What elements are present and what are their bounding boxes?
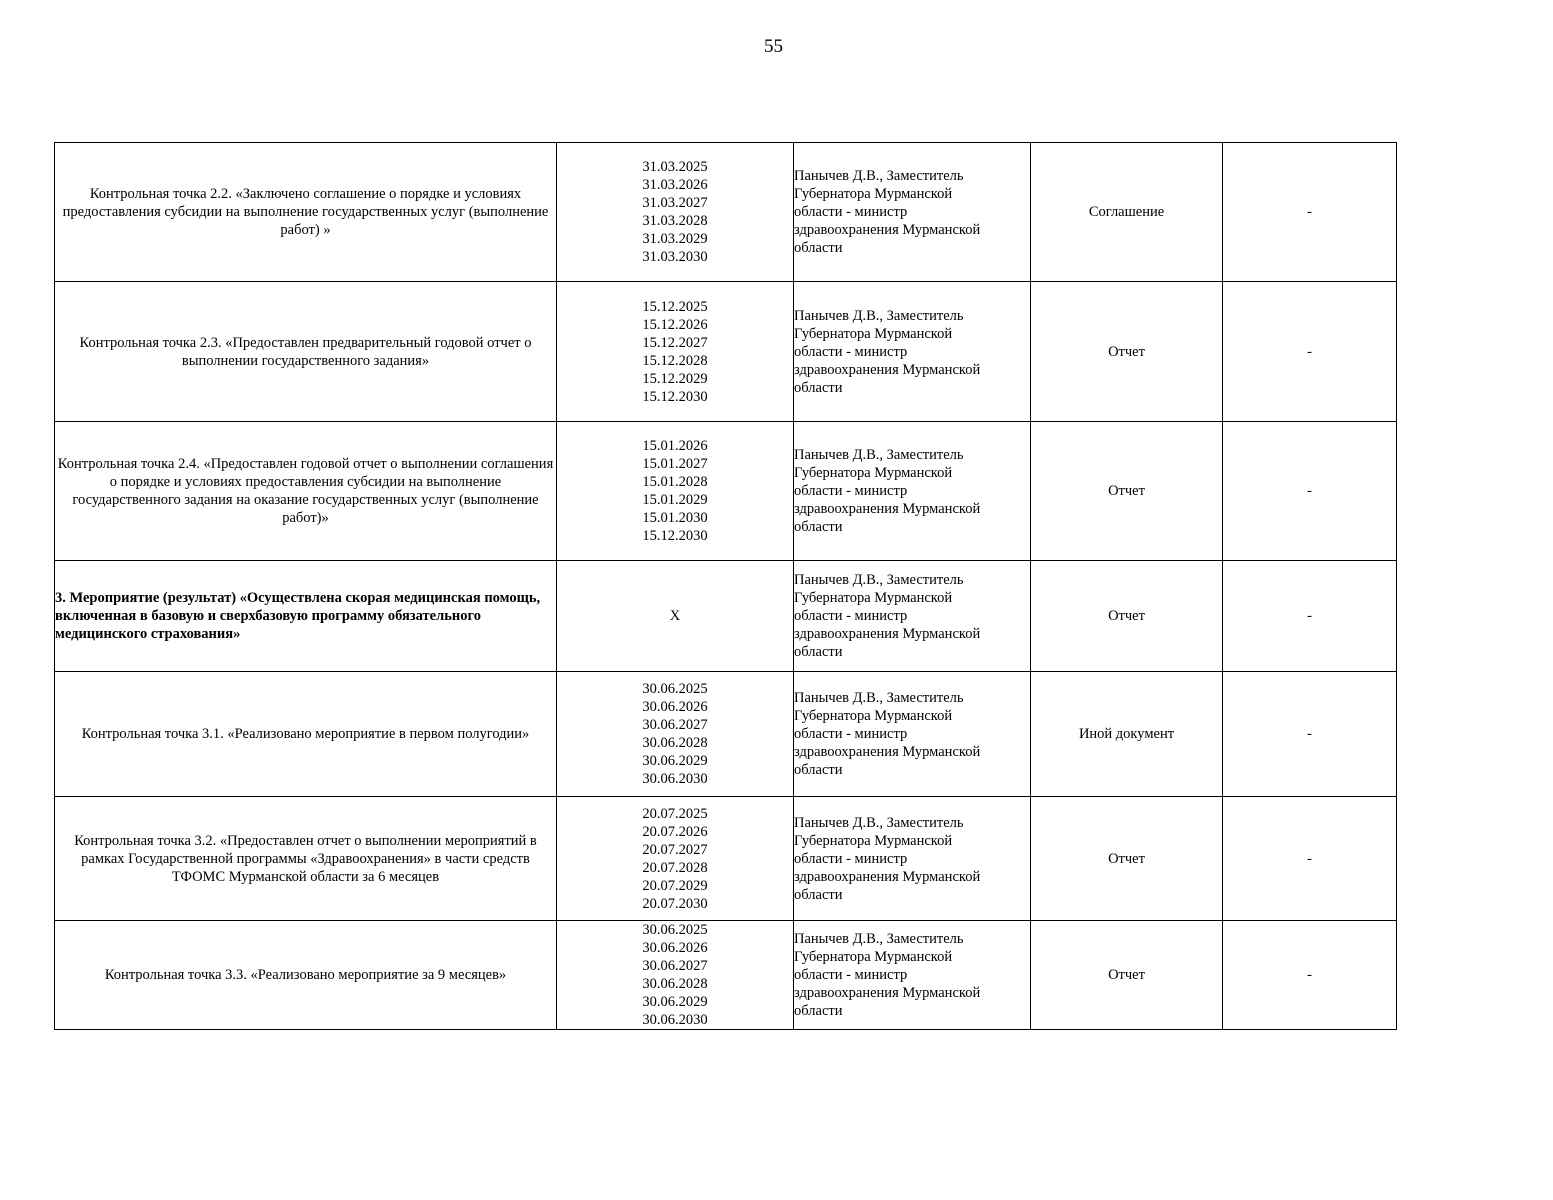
responsible-line: Губернатора Мурманской [794, 949, 953, 965]
row-note-cell: - [1223, 921, 1397, 1030]
responsible-line: Панычев Д.В., Заместитель [794, 447, 964, 463]
responsible-line: области - министр [794, 343, 908, 360]
responsible-line: области [794, 762, 843, 778]
row-responsible-cell [794, 561, 1031, 672]
table-row [55, 561, 1397, 672]
row-note-cell: - [1223, 797, 1397, 921]
date-value: 30.06.2027 [642, 958, 708, 974]
date-value: 30.06.2028 [642, 735, 708, 751]
responsible-line: Панычев Д.В., Заместитель [794, 814, 964, 831]
responsible-line: области [794, 886, 843, 903]
table-row [55, 143, 1397, 282]
row-note-cell: - [1223, 422, 1397, 561]
responsible-line: здравоохранения Мурманской [794, 501, 981, 517]
table-row [55, 797, 1397, 921]
row-name-cell: Контрольная точка 2.4. «Предоставлен годовой отчет о выполнении соглашения о порядке и условиях предоставления субсидии на выполнение государственного задания на оказание государственных услуг (выполнение работ)» [55, 422, 557, 561]
responsible-line: Панычев Д.В., Заместитель [794, 307, 964, 324]
responsible-line: здравоохранения Мурманской [794, 985, 981, 1001]
responsible-line: Губернатора Мурманской [794, 325, 953, 342]
responsible-line: области [794, 379, 843, 396]
date-value: 15.12.2027 [642, 334, 708, 351]
date-value: 31.03.2026 [642, 177, 708, 193]
row-note-cell: - [1223, 672, 1397, 797]
responsible-line: Губернатора Мурманской [794, 465, 953, 481]
responsible-line: области - министр [794, 967, 908, 983]
responsible-line: Губернатора Мурманской [794, 186, 953, 202]
responsible-line: области - министр [794, 204, 908, 220]
date-value: 20.07.2026 [642, 823, 708, 840]
row-responsible-cell [794, 143, 1031, 282]
table-row [55, 672, 1397, 797]
table-row [55, 282, 1397, 422]
date-value: 31.03.2028 [642, 213, 708, 229]
row-dates-cell [557, 797, 794, 921]
responsible-line: здравоохранения Мурманской [794, 361, 981, 378]
row-name-cell: Контрольная точка 3.3. «Реализовано мероприятие за 9 месяцев» [55, 921, 557, 1030]
date-value: 15.12.2025 [642, 298, 708, 315]
row-dates-cell [557, 921, 794, 1030]
date-value: 20.07.2025 [642, 805, 708, 822]
responsible-line: здравоохранения Мурманской [794, 626, 981, 642]
date-value: 15.12.2029 [642, 370, 708, 387]
control-points-table [54, 142, 1397, 1030]
date-value: 20.07.2029 [642, 877, 708, 894]
responsible-line: области - министр [794, 850, 908, 867]
date-value: 30.06.2026 [642, 940, 708, 956]
row-note-cell: - [1223, 282, 1397, 422]
responsible-line: области [794, 644, 843, 660]
date-value: 31.03.2030 [642, 249, 708, 265]
row-dates-cell [557, 672, 794, 797]
responsible-line: Губернатора Мурманской [794, 590, 953, 606]
row-document-cell: Отчет [1031, 561, 1223, 672]
table-row [55, 422, 1397, 561]
responsible-line: здравоохранения Мурманской [794, 744, 981, 760]
date-value: 15.12.2030 [642, 528, 708, 544]
date-value: 30.06.2029 [642, 753, 708, 769]
date-value: 15.01.2030 [642, 510, 708, 526]
date-value: 30.06.2030 [642, 771, 708, 787]
row-responsible-cell [794, 422, 1031, 561]
date-value: X [669, 608, 681, 624]
responsible-line: Панычев Д.В., Заместитель [794, 931, 964, 947]
date-value: 20.07.2027 [642, 841, 708, 858]
date-value: 30.06.2026 [642, 699, 708, 715]
responsible-line: области - министр [794, 726, 908, 742]
responsible-line: области [794, 240, 843, 256]
responsible-line: Панычев Д.В., Заместитель [794, 572, 964, 588]
responsible-line: Панычев Д.В., Заместитель [794, 690, 964, 706]
responsible-line: области - министр [794, 608, 908, 624]
row-document-cell: Отчет [1031, 422, 1223, 561]
row-document-cell: Отчет [1031, 797, 1223, 921]
date-value: 30.06.2025 [642, 681, 708, 697]
row-name-cell: Контрольная точка 3.2. «Предоставлен отчет о выполнении мероприятий в рамках Государственной программы «Здравоохранения» в части средств ТФОМС Мурманской области за 6 месяцев [55, 797, 557, 921]
date-value: 15.01.2027 [642, 456, 708, 472]
date-value: 15.01.2026 [642, 438, 708, 454]
row-responsible-cell [794, 921, 1031, 1030]
row-dates-cell [557, 422, 794, 561]
date-value: 30.06.2025 [642, 922, 708, 938]
page-number: 55 [764, 36, 783, 57]
row-document-cell: Отчет [1031, 282, 1223, 422]
row-responsible-cell [794, 672, 1031, 797]
row-dates-cell [557, 561, 794, 672]
event-name-cell: 3. Мероприятие (результат) «Осуществлена скорая медицинская помощь, включенная в базовую и сверхбазовую программу обязательного медицинского страхования» [55, 561, 557, 672]
row-note-cell: - [1223, 561, 1397, 672]
responsible-line: области [794, 1003, 843, 1019]
date-value: 15.12.2028 [642, 352, 708, 369]
row-document-cell: Отчет [1031, 921, 1223, 1030]
date-value: 20.07.2030 [642, 895, 708, 912]
row-document-cell: Соглашение [1031, 143, 1223, 282]
row-document-cell: Иной документ [1031, 672, 1223, 797]
date-value: 31.03.2029 [642, 231, 708, 247]
responsible-line: Губернатора Мурманской [794, 708, 953, 724]
date-value: 30.06.2028 [642, 976, 708, 992]
responsible-line: Панычев Д.В., Заместитель [794, 168, 964, 184]
date-value: 15.12.2030 [642, 388, 708, 405]
row-name-cell: Контрольная точка 3.1. «Реализовано мероприятие в первом полугодии» [55, 672, 557, 797]
date-value: 15.01.2028 [642, 474, 708, 490]
responsible-line: Губернатора Мурманской [794, 832, 953, 849]
row-responsible-cell [794, 797, 1031, 921]
responsible-line: здравоохранения Мурманской [794, 222, 981, 238]
date-value: 30.06.2027 [642, 717, 708, 733]
row-name-cell: Контрольная точка 2.3. «Предоставлен предварительный годовой отчет о выполнении государственного задания» [55, 282, 557, 422]
row-dates-cell [557, 282, 794, 422]
date-value: 15.01.2029 [642, 492, 708, 508]
table-row [55, 921, 1397, 1030]
row-responsible-cell [794, 282, 1031, 422]
date-value: 31.03.2027 [642, 195, 708, 211]
date-value: 30.06.2030 [642, 1012, 708, 1028]
date-value: 30.06.2029 [642, 994, 708, 1010]
responsible-line: области [794, 519, 843, 535]
responsible-line: здравоохранения Мурманской [794, 868, 981, 885]
date-value: 20.07.2028 [642, 859, 708, 876]
row-note-cell: - [1223, 143, 1397, 282]
date-value: 15.12.2026 [642, 316, 708, 333]
row-name-cell: Контрольная точка 2.2. «Заключено соглашение о порядке и условиях предоставления субсидии на выполнение государственных услуг (выполнение работ) » [55, 143, 557, 282]
responsible-line: области - министр [794, 483, 908, 499]
date-value: 31.03.2025 [642, 159, 708, 175]
row-dates-cell [557, 143, 794, 282]
